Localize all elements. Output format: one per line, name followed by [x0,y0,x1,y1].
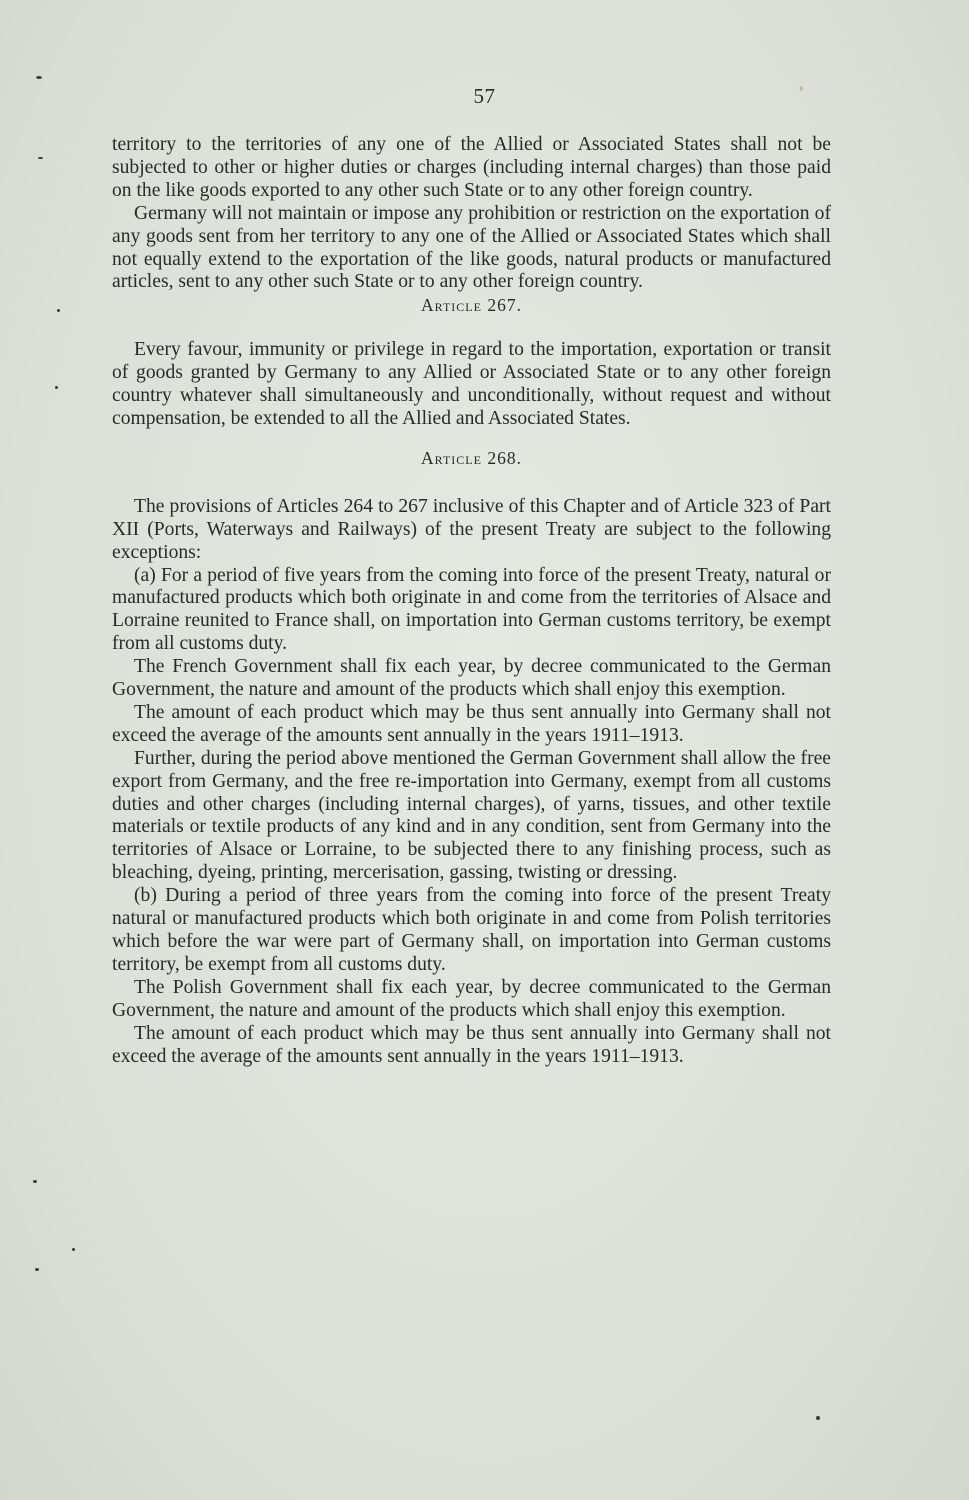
intro-paragraph-prohibition: Germany will not maintain or impose any prohibition or restriction on the exportation of any goods sent from her territory to any one of the Allied or Associated States which shall not equally extend to the exportation of the like goods, natural products or manufactured articles, sent to any other such State or to any other foreign country. [112,202,831,293]
scan-speck [800,86,803,91]
scan-speck [57,309,60,312]
scan-speck [38,157,43,159]
article-268-paragraph: The Polish Government shall fix each year, by decree communicated to the German Government, the nature and amount of the products which shall enjoy this exemption. [112,976,831,1021]
scan-speck [55,386,58,389]
page-number: 57 [473,84,496,108]
intro-paragraph-continued: territory to the territories of any one of the Allied or Associated States shall not be subjected to other or higher duties or charges (including internal charges) than those paid on the like goods exported to any other such State or to any other foreign country. [112,134,831,201]
article-267-text: Every favour, immunity or privilege in regard to the importation, exportation or transit of goods granted by Germany to any Allied or Associated State or to any other foreign country whatever shall simultaneously and unconditionally, without request and without compensation, be extended to all the Allied and Associated States. [112,339,831,429]
page-body [112,134,831,1068]
article-268-heading: Article 268. [421,447,522,468]
article-268-paragraph: (a) For a period of five years from the coming into force of the present Treaty, natural or manufactured products which both originate in and come from the territories of Alsace and Lorraine reunited to France shall, on importation into German customs territory, be exempt from all customs duty. [112,564,831,655]
scan-speck [72,1248,75,1251]
article-268-paragraph: The provisions of Articles 264 to 267 inclusive of this Chapter and of Article 323 of Part XII (Ports, Waterways and Railways) of the present Treaty are subject to the following exceptions: [112,495,831,563]
scan-speck [33,1180,37,1183]
article-268-paragraph: The amount of each product which may be thus sent annually into Germany shall not exceed the average of the amounts sent annually in the years 1911–1913. [112,1022,831,1067]
article-268-paragraph: (b) During a period of three years from the coming into force of the present Treaty natural or manufactured products which both originate in and come from Polish territories which before the war were part of Germany shall, on importation into German customs territory, be exempt from all customs duty. [112,885,831,975]
scan-speck [816,1416,820,1420]
article-268-paragraph: The amount of each product which may be thus sent annually into Germany shall not exceed the average of the amounts sent annually in the years 1911–1913. [112,701,831,746]
article-267-heading: Article 267. [421,295,522,316]
article-268-paragraph: The French Government shall fix each year, by decree communicated to the German Government, the nature and amount of the products which shall enjoy this exemption. [112,656,831,701]
article-268-paragraph: Further, during the period above mentioned the German Government shall allow the free export from Germany, and the free re-importation into Germany, exempt from all customs duties and other charges (including internal charges), of yarns, tissues, and other textile materials or textile products of any kind and in any condition, sent from Germany into the territories of Alsace or Lorraine, to be subjected there to any finishing process, such as bleaching, dyeing, printing, mercerisation, gassing, twisting or dressing. [112,747,831,884]
scan-speck [36,76,42,79]
scan-speck [35,1268,39,1271]
